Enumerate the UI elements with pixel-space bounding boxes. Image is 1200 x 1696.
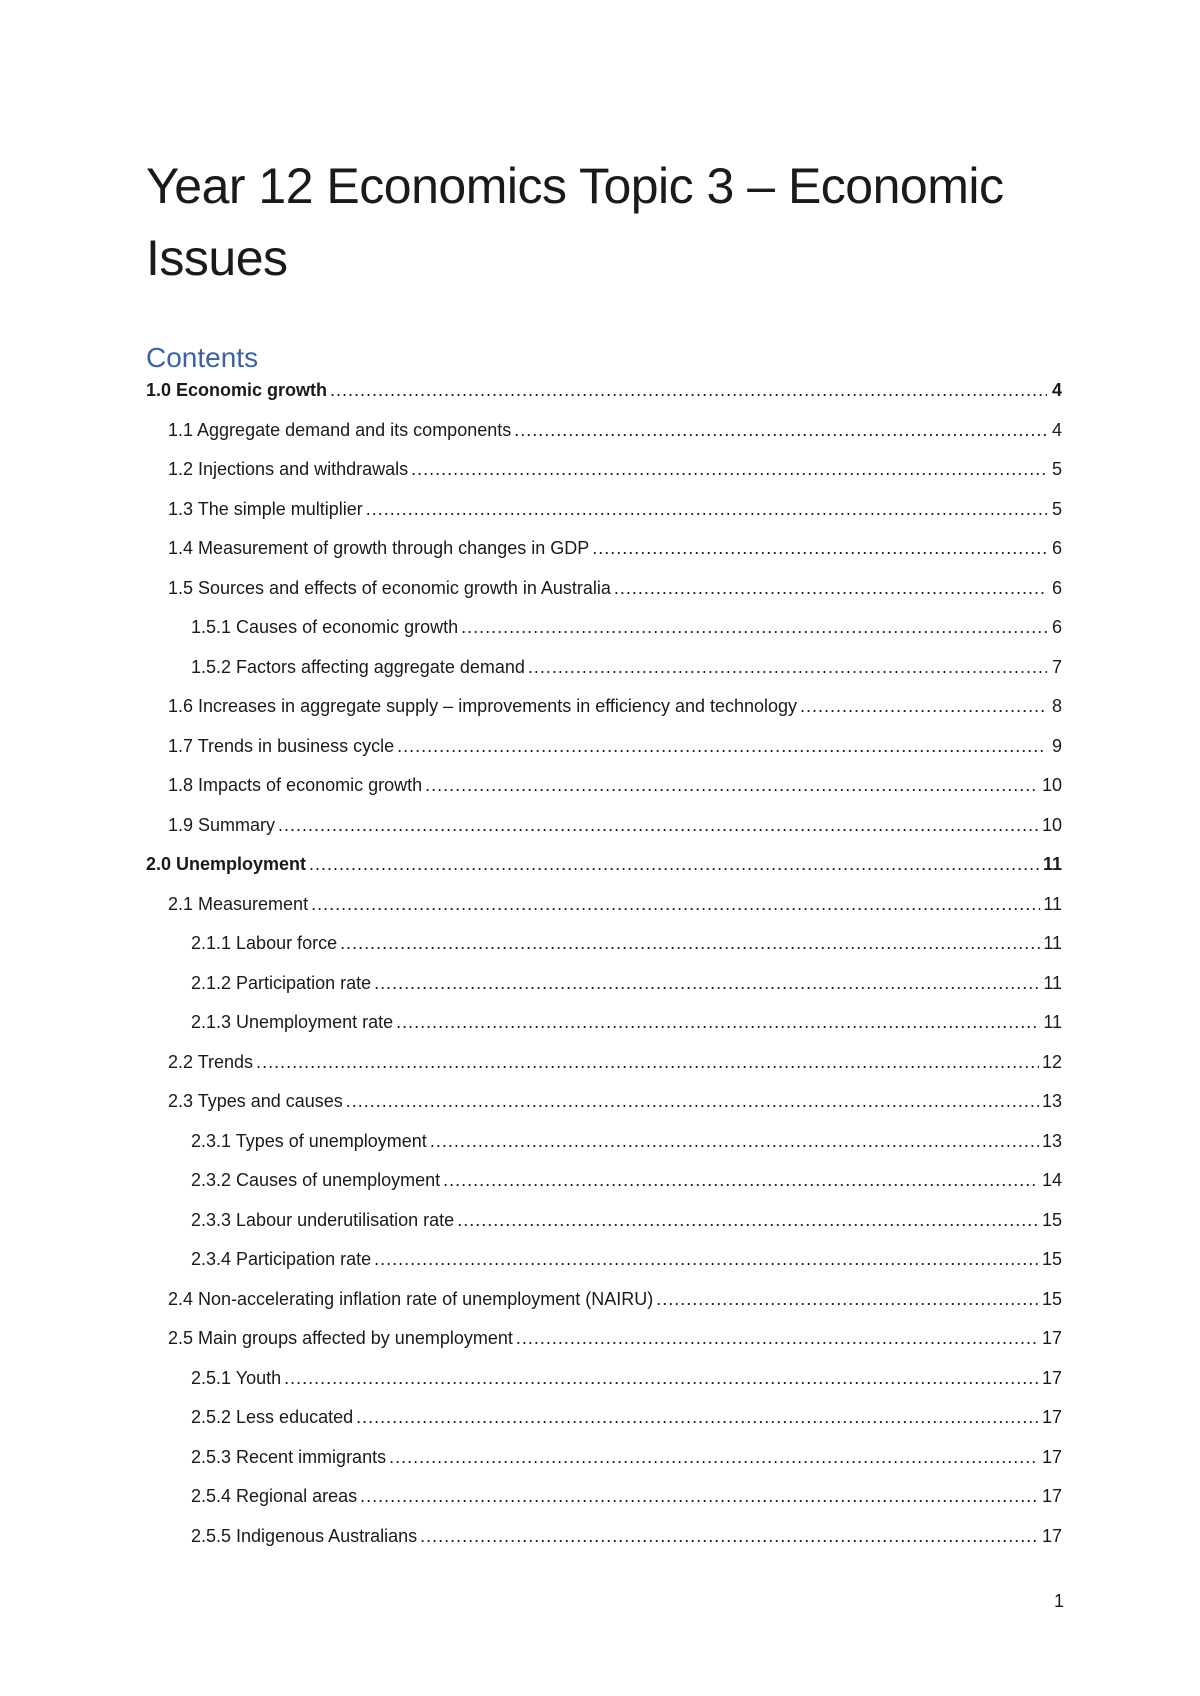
toc-entry[interactable] (146, 498, 1062, 538)
toc-entry[interactable] (146, 1011, 1062, 1051)
toc-dot-leader (356, 1406, 1039, 1428)
toc-dot-leader (411, 458, 1047, 480)
toc-dot-leader (592, 537, 1047, 559)
toc-page-number: 17 (1041, 1486, 1062, 1506)
toc-entry[interactable] (146, 932, 1062, 972)
toc-entry[interactable] (146, 774, 1062, 814)
toc-entry-title[interactable]: 2.2 Trends (168, 1051, 254, 1072)
toc-page-number: 17 (1041, 1446, 1062, 1467)
toc-entry-title[interactable]: 1.5 Sources and effects of economic growth in Australia (168, 577, 611, 598)
toc-dot-leader (528, 656, 1047, 678)
toc-entry-title[interactable]: 1.3 The simple multiplier (168, 498, 363, 519)
toc-page-number: 9 (1051, 735, 1062, 756)
toc-page-number: 11 (1043, 1012, 1062, 1032)
toc-page-number: 15 (1041, 1288, 1062, 1309)
toc-page-number: 13 (1041, 1091, 1062, 1111)
contents-heading: Contents (146, 342, 259, 373)
toc-dot-leader (800, 695, 1047, 717)
toc-dot-leader (346, 1090, 1039, 1112)
toc-entry-title[interactable]: 2.3.2 Causes of unemployment (191, 1170, 441, 1190)
toc-page-number: 4 (1051, 380, 1062, 400)
toc-entry-title[interactable]: 2.5.3 Recent immigrants (191, 1446, 387, 1467)
toc-entry-title[interactable]: 2.3.4 Participation rate (191, 1249, 372, 1269)
toc-entry[interactable] (146, 1051, 1062, 1091)
toc-page-number: 15 (1041, 1249, 1062, 1269)
toc-entry[interactable] (146, 1130, 1062, 1170)
toc-entry[interactable] (146, 1288, 1062, 1328)
toc-entry-title[interactable]: 2.3.1 Types of unemployment (191, 1130, 427, 1151)
toc-dot-leader (430, 1130, 1039, 1152)
toc-dot-leader (443, 1169, 1039, 1191)
toc-dot-leader (425, 774, 1039, 796)
toc-entry-title[interactable]: 2.1.1 Labour force (191, 933, 338, 953)
toc-entry-title[interactable]: 2.3.3 Labour underutilisation rate (191, 1209, 455, 1230)
toc-page-number: 17 (1041, 1407, 1062, 1427)
toc-entry-title[interactable]: 2.1 Measurement (168, 893, 309, 914)
toc-page-number: 5 (1051, 459, 1062, 479)
toc-page-number: 8 (1051, 696, 1062, 716)
toc-entry-title[interactable]: 2.5.4 Regional areas (191, 1486, 358, 1506)
toc-entry[interactable] (146, 972, 1062, 1012)
toc-entry[interactable] (146, 1406, 1062, 1446)
page-number: 1 (1053, 1591, 1064, 1611)
toc-dot-leader (284, 1367, 1039, 1389)
toc-dot-leader (397, 735, 1047, 757)
toc-dot-leader (278, 814, 1039, 836)
toc-entry[interactable] (146, 379, 1062, 419)
toc-entry[interactable] (146, 537, 1062, 577)
toc-dot-leader (389, 1446, 1039, 1468)
toc-dot-leader (396, 1011, 1040, 1033)
toc-dot-leader (656, 1288, 1039, 1310)
toc-entry-title[interactable]: 1.5.1 Causes of economic growth (191, 617, 459, 637)
toc-dot-leader (360, 1485, 1039, 1507)
toc-page-number: 17 (1041, 1328, 1062, 1348)
toc-dot-leader (330, 379, 1047, 401)
toc-entry-title[interactable]: 2.5 Main groups affected by unemployment (168, 1328, 513, 1348)
toc-page-number: 11 (1043, 972, 1062, 993)
toc-entry[interactable] (146, 893, 1062, 933)
toc-entry-title[interactable]: 2.5.2 Less educated (191, 1407, 354, 1427)
toc-page-number: 12 (1041, 1051, 1062, 1072)
toc-entry-title[interactable]: 1.8 Impacts of economic growth (168, 775, 423, 795)
toc-entry-title[interactable]: 2.4 Non-accelerating inflation rate of unemployment (NAIRU) (168, 1288, 654, 1309)
toc-page-number: 6 (1051, 617, 1062, 637)
toc-dot-leader (311, 893, 1040, 915)
toc-dot-leader (374, 972, 1040, 994)
toc-page-number: 6 (1051, 577, 1062, 598)
toc-page-number: 10 (1041, 775, 1062, 795)
toc-entry[interactable] (146, 616, 1062, 656)
toc-entry-title[interactable]: 1.4 Measurement of growth through changes in GDP (168, 538, 590, 558)
toc-entry[interactable] (146, 1446, 1062, 1486)
toc-dot-leader (614, 577, 1047, 599)
toc-page-number: 11 (1042, 854, 1062, 874)
toc-entry[interactable] (146, 1367, 1062, 1407)
toc-dot-leader (461, 616, 1047, 638)
toc-page-number: 15 (1041, 1209, 1062, 1230)
toc-page-number: 7 (1051, 656, 1062, 677)
toc-dot-leader (514, 419, 1047, 441)
toc-entry-title[interactable]: 1.2 Injections and withdrawals (168, 459, 409, 479)
toc-entry-title[interactable]: 2.1.3 Unemployment rate (191, 1012, 394, 1032)
toc-page-number: 14 (1041, 1170, 1062, 1190)
toc-entry[interactable] (146, 1090, 1062, 1130)
toc-dot-leader (516, 1327, 1039, 1349)
toc-entry-title[interactable]: 1.0 Economic growth (146, 380, 328, 400)
toc-dot-leader (256, 1051, 1039, 1073)
toc-entry-title[interactable]: 2.0 Unemployment (146, 854, 307, 874)
toc-page-number: 6 (1051, 538, 1062, 558)
toc-entry-title[interactable]: 1.7 Trends in business cycle (168, 735, 395, 756)
toc-entry-title[interactable]: 1.6 Increases in aggregate supply – improvements in efficiency and technology (168, 696, 798, 716)
toc-dot-leader (374, 1248, 1039, 1270)
toc-page-number: 10 (1041, 814, 1062, 835)
toc-dot-leader (366, 498, 1047, 520)
toc-page-number: 11 (1043, 893, 1062, 914)
toc-page-number: 11 (1043, 933, 1062, 953)
toc-entry-title[interactable]: 1.1 Aggregate demand and its components (168, 419, 512, 440)
toc-entry[interactable] (146, 814, 1062, 854)
toc-page-number: 17 (1041, 1367, 1062, 1388)
toc-page-number: 13 (1041, 1130, 1062, 1151)
table-of-contents (146, 379, 1062, 1564)
toc-entry-title[interactable]: 1.5.2 Factors affecting aggregate demand (191, 656, 525, 677)
toc-dot-leader (340, 932, 1040, 954)
toc-entry-title[interactable]: 2.3 Types and causes (168, 1091, 343, 1111)
toc-entry[interactable] (146, 1169, 1062, 1209)
toc-entry-title[interactable]: 2.5.5 Indigenous Australians (191, 1525, 418, 1546)
toc-entry[interactable] (146, 1209, 1062, 1249)
toc-page-number: 4 (1051, 419, 1062, 440)
toc-entry[interactable] (146, 1248, 1062, 1288)
toc-entry[interactable] (146, 1327, 1062, 1367)
toc-entry-title[interactable]: 1.9 Summary (168, 814, 276, 835)
toc-page-number: 5 (1051, 498, 1062, 519)
toc-entry[interactable] (146, 577, 1062, 617)
toc-dot-leader (309, 853, 1040, 875)
toc-dot-leader (420, 1525, 1039, 1547)
toc-page-number: 17 (1041, 1525, 1062, 1546)
toc-entry[interactable] (146, 853, 1062, 893)
toc-dot-leader (457, 1209, 1039, 1231)
toc-entry[interactable] (146, 735, 1062, 775)
toc-entry[interactable] (146, 695, 1062, 735)
toc-entry[interactable] (146, 1485, 1062, 1525)
toc-entry[interactable] (146, 419, 1062, 459)
toc-entry-title[interactable]: 2.5.1 Youth (191, 1367, 282, 1388)
toc-entry[interactable] (146, 458, 1062, 498)
toc-entry[interactable] (146, 1525, 1062, 1565)
document-title: Year 12 Economics Topic 3 – Economic Issues (146, 158, 1004, 286)
toc-entry[interactable] (146, 656, 1062, 696)
toc-entry-title[interactable]: 2.1.2 Participation rate (191, 972, 372, 993)
